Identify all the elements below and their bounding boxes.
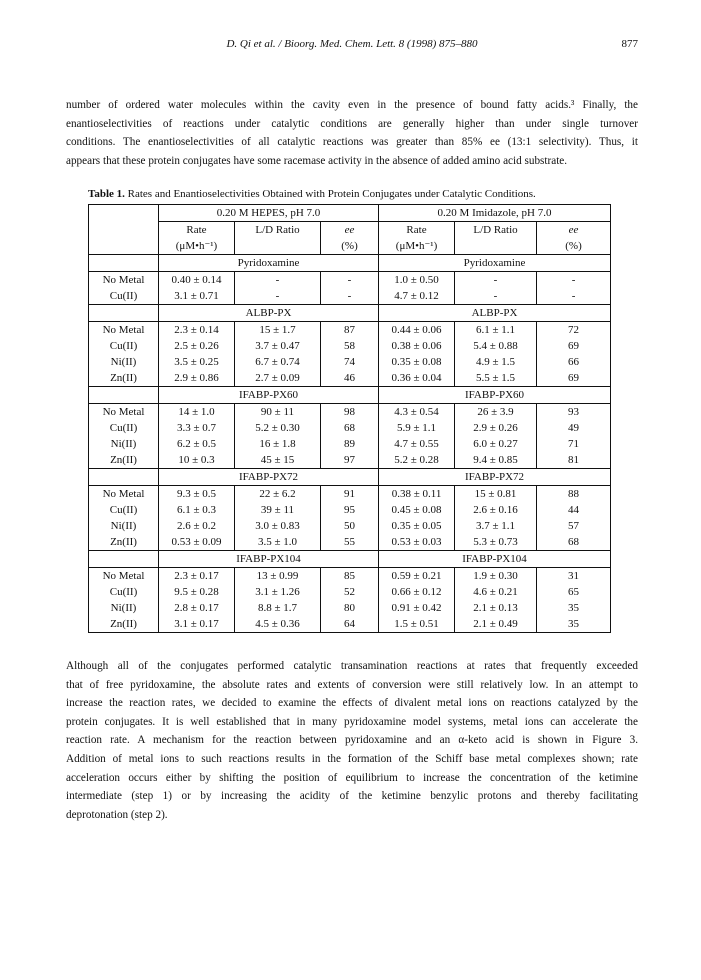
ratio-cell: - bbox=[455, 272, 537, 289]
metal-cell: No Metal bbox=[89, 568, 159, 585]
ratio-cell: 16 ± 1.8 bbox=[235, 436, 321, 452]
col-unit-rate: (μM•h⁻¹) bbox=[379, 238, 455, 255]
ratio-cell: - bbox=[235, 288, 321, 305]
ratio-cell: 15 ± 1.7 bbox=[235, 322, 321, 339]
ratio-cell: 2.6 ± 0.16 bbox=[455, 502, 537, 518]
section-header-row bbox=[89, 551, 611, 568]
ee-cell: 50 bbox=[321, 518, 379, 534]
table-row bbox=[89, 322, 611, 339]
col-unit-ratio bbox=[235, 238, 321, 255]
ratio-cell: 4.5 ± 0.36 bbox=[235, 616, 321, 633]
metal-cell: Zn(II) bbox=[89, 534, 159, 551]
ratio-cell: 5.2 ± 0.30 bbox=[235, 420, 321, 436]
text-line: conditions. The enantioselectivities of all catalytic reactions was greater than 85% ee (13:1 selectivity). Thus, it bbox=[66, 136, 638, 149]
ratio-cell: 13 ± 0.99 bbox=[235, 568, 321, 585]
ratio-cell: 3.7 ± 1.1 bbox=[455, 518, 537, 534]
ratio-cell: 6.7 ± 0.74 bbox=[235, 354, 321, 370]
rate-cell: 0.38 ± 0.06 bbox=[379, 338, 455, 354]
ratio-cell: 22 ± 6.2 bbox=[235, 486, 321, 503]
ee-cell: - bbox=[537, 272, 611, 289]
ee-cell: 97 bbox=[321, 452, 379, 469]
metal-cell: Cu(II) bbox=[89, 338, 159, 354]
rate-cell: 9.3 ± 0.5 bbox=[159, 486, 235, 503]
section-name-hepes: IFABP-PX72 bbox=[159, 469, 379, 486]
section-corner-cell bbox=[89, 551, 159, 568]
col-header-ee: ee bbox=[537, 222, 611, 239]
section-name-imidazole: Pyridoxamine bbox=[379, 255, 611, 272]
table-corner-cell bbox=[89, 205, 159, 222]
ratio-cell: - bbox=[455, 288, 537, 305]
rate-cell: 0.45 ± 0.08 bbox=[379, 502, 455, 518]
ee-cell: 81 bbox=[537, 452, 611, 469]
table-row bbox=[89, 534, 611, 551]
table-row bbox=[89, 354, 611, 370]
rate-cell: 4.7 ± 0.12 bbox=[379, 288, 455, 305]
rate-cell: 5.9 ± 1.1 bbox=[379, 420, 455, 436]
rate-cell: 0.40 ± 0.14 bbox=[159, 272, 235, 289]
rate-cell: 2.3 ± 0.14 bbox=[159, 322, 235, 339]
table-row bbox=[89, 616, 611, 633]
section-name-hepes: IFABP-PX60 bbox=[159, 387, 379, 404]
ee-cell: 89 bbox=[321, 436, 379, 452]
text-line: reaction rate. A mechanism for the reaction between pyridoxamine and an α-keto acid is shown in Figure 3. bbox=[66, 734, 638, 747]
ratio-cell: 26 ± 3.9 bbox=[455, 404, 537, 421]
section-corner-cell bbox=[89, 255, 159, 272]
rate-cell: 0.91 ± 0.42 bbox=[379, 600, 455, 616]
table-row bbox=[89, 404, 611, 421]
ratio-cell: 2.7 ± 0.09 bbox=[235, 370, 321, 387]
ratio-cell: 9.4 ± 0.85 bbox=[455, 452, 537, 469]
metal-cell: Cu(II) bbox=[89, 288, 159, 305]
section-name-imidazole: ALBP-PX bbox=[379, 305, 611, 322]
paragraph-metal-ions bbox=[66, 657, 638, 824]
metal-cell: Ni(II) bbox=[89, 600, 159, 616]
rate-cell: 6.1 ± 0.3 bbox=[159, 502, 235, 518]
text-line: that of free pyridoxamine, the absolute rates and extents of conversion were still relatively low. In an attempt to bbox=[66, 678, 638, 691]
rate-cell: 2.3 ± 0.17 bbox=[159, 568, 235, 585]
ratio-cell: 5.4 ± 0.88 bbox=[455, 338, 537, 354]
table-row bbox=[89, 600, 611, 616]
table-row bbox=[89, 502, 611, 518]
text-line: number of ordered water molecules within the cavity even in the presence of bound fatty acids.³ Finally, the bbox=[66, 99, 638, 111]
rate-cell: 3.1 ± 0.17 bbox=[159, 616, 235, 633]
col-unit-ee: (%) bbox=[321, 238, 379, 255]
ee-cell: 91 bbox=[321, 486, 379, 503]
section-name-imidazole: IFABP-PX60 bbox=[379, 387, 611, 404]
col-unit-ratio bbox=[455, 238, 537, 255]
ee-cell: 66 bbox=[537, 354, 611, 370]
rate-cell: 14 ± 1.0 bbox=[159, 404, 235, 421]
ee-cell: 87 bbox=[321, 322, 379, 339]
ratio-cell: 45 ± 15 bbox=[235, 452, 321, 469]
section-header-row bbox=[89, 255, 611, 272]
ee-cell: 65 bbox=[537, 584, 611, 600]
text-line: protein conjugates. It is well established that in many pyridoxamine model systems, metal ions can accelerate the bbox=[66, 715, 638, 728]
text-line: intermediate (step 1) or by increasing the acidity of the ketimine benzylic protons and thereby facilitating bbox=[66, 790, 638, 803]
metal-cell: Ni(II) bbox=[89, 354, 159, 370]
metal-cell: No Metal bbox=[89, 272, 159, 289]
rate-cell: 4.7 ± 0.55 bbox=[379, 436, 455, 452]
ee-cell: 44 bbox=[537, 502, 611, 518]
rate-cell: 0.35 ± 0.05 bbox=[379, 518, 455, 534]
rate-cell: 2.8 ± 0.17 bbox=[159, 600, 235, 616]
ee-cell: 35 bbox=[537, 600, 611, 616]
ratio-cell: 2.1 ± 0.49 bbox=[455, 616, 537, 633]
ratio-cell: 3.5 ± 1.0 bbox=[235, 534, 321, 551]
ratio-cell: 3.0 ± 0.83 bbox=[235, 518, 321, 534]
table-row bbox=[89, 568, 611, 585]
rate-cell: 3.1 ± 0.71 bbox=[159, 288, 235, 305]
text-line: enantioselectivities of reactions under catalytic conditions are generally higher than under single turnover bbox=[66, 117, 638, 130]
running-header bbox=[66, 38, 638, 54]
col-header-rate: Rate bbox=[159, 222, 235, 239]
ee-cell: 68 bbox=[321, 420, 379, 436]
table-row bbox=[89, 338, 611, 354]
metal-cell: Zn(II) bbox=[89, 616, 159, 633]
rate-cell: 0.35 ± 0.08 bbox=[379, 354, 455, 370]
rate-cell: 2.9 ± 0.86 bbox=[159, 370, 235, 387]
rate-cell: 0.66 ± 0.12 bbox=[379, 584, 455, 600]
ee-cell: 80 bbox=[321, 600, 379, 616]
ee-cell: 98 bbox=[321, 404, 379, 421]
ee-cell: 72 bbox=[537, 322, 611, 339]
section-name-hepes: IFABP-PX104 bbox=[159, 551, 379, 568]
rate-cell: 1.5 ± 0.51 bbox=[379, 616, 455, 633]
table-caption-label: Table 1. bbox=[88, 188, 125, 200]
ee-cell: 52 bbox=[321, 584, 379, 600]
section-header-row bbox=[89, 387, 611, 404]
ratio-cell: 6.0 ± 0.27 bbox=[455, 436, 537, 452]
ratio-cell: 4.6 ± 0.21 bbox=[455, 584, 537, 600]
ee-cell: 74 bbox=[321, 354, 379, 370]
ee-cell: - bbox=[321, 288, 379, 305]
section-corner-cell bbox=[89, 469, 159, 486]
ratio-cell: 8.8 ± 1.7 bbox=[235, 600, 321, 616]
ee-cell: 55 bbox=[321, 534, 379, 551]
ee-cell: 95 bbox=[321, 502, 379, 518]
ratio-cell: 39 ± 11 bbox=[235, 502, 321, 518]
metal-cell: Zn(II) bbox=[89, 452, 159, 469]
section-name-hepes: ALBP-PX bbox=[159, 305, 379, 322]
table-row bbox=[89, 272, 611, 289]
text-line: Addition of metal ions to such reactions results in the formation of the Schiff base metal complexes shown; rate bbox=[66, 752, 638, 765]
col-unit-rate: (μM•h⁻¹) bbox=[159, 238, 235, 255]
ratio-cell: - bbox=[235, 272, 321, 289]
metal-cell: Ni(II) bbox=[89, 518, 159, 534]
rate-cell: 2.6 ± 0.2 bbox=[159, 518, 235, 534]
table-corner-cell bbox=[89, 238, 159, 255]
col-header-ee: ee bbox=[321, 222, 379, 239]
running-title: D. Qi et al. / Bioorg. Med. Chem. Lett. 8 (1998) 875–880 bbox=[226, 38, 478, 50]
rate-cell: 3.3 ± 0.7 bbox=[159, 420, 235, 436]
table-caption-text: Rates and Enantioselectivities Obtained with Protein Conjugates under Catalytic Conditions. bbox=[124, 188, 536, 200]
col-header-rate: Rate bbox=[379, 222, 455, 239]
ee-cell: 46 bbox=[321, 370, 379, 387]
group-header-imidazole: 0.20 M Imidazole, pH 7.0 bbox=[379, 205, 611, 222]
table-caption bbox=[88, 188, 536, 200]
ee-cell: 57 bbox=[537, 518, 611, 534]
rate-cell: 0.59 ± 0.21 bbox=[379, 568, 455, 585]
text-line: Although all of the conjugates performed catalytic transamination reactions at rates that frequently exceeded bbox=[66, 660, 638, 672]
rate-cell: 4.3 ± 0.54 bbox=[379, 404, 455, 421]
col-header-ratio: L/D Ratio bbox=[455, 222, 537, 239]
metal-cell: No Metal bbox=[89, 404, 159, 421]
section-corner-cell bbox=[89, 305, 159, 322]
ee-cell: 69 bbox=[537, 338, 611, 354]
rate-cell: 0.38 ± 0.11 bbox=[379, 486, 455, 503]
col-header-ratio: L/D Ratio bbox=[235, 222, 321, 239]
table-corner-cell bbox=[89, 222, 159, 239]
metal-cell: Zn(II) bbox=[89, 370, 159, 387]
ee-cell: 64 bbox=[321, 616, 379, 633]
section-corner-cell bbox=[89, 387, 159, 404]
metal-cell: Ni(II) bbox=[89, 436, 159, 452]
rate-cell: 5.2 ± 0.28 bbox=[379, 452, 455, 469]
rate-cell: 10 ± 0.3 bbox=[159, 452, 235, 469]
metal-cell: Cu(II) bbox=[89, 420, 159, 436]
table-row bbox=[89, 486, 611, 503]
table-row bbox=[89, 452, 611, 469]
ee-cell: 58 bbox=[321, 338, 379, 354]
page-number: 877 bbox=[621, 38, 638, 50]
text-line: deprotonation (step 2). bbox=[66, 808, 168, 821]
ee-cell: 69 bbox=[537, 370, 611, 387]
metal-cell: Cu(II) bbox=[89, 502, 159, 518]
ratio-cell: 2.1 ± 0.13 bbox=[455, 600, 537, 616]
rate-cell: 0.53 ± 0.03 bbox=[379, 534, 455, 551]
ratio-cell: 90 ± 11 bbox=[235, 404, 321, 421]
ee-cell: 31 bbox=[537, 568, 611, 585]
ratio-cell: 6.1 ± 1.1 bbox=[455, 322, 537, 339]
section-header-row bbox=[89, 305, 611, 322]
table-row bbox=[89, 420, 611, 436]
ratio-cell: 4.9 ± 1.5 bbox=[455, 354, 537, 370]
rate-cell: 1.0 ± 0.50 bbox=[379, 272, 455, 289]
ee-cell: - bbox=[537, 288, 611, 305]
rate-cell: 3.5 ± 0.25 bbox=[159, 354, 235, 370]
table-row bbox=[89, 370, 611, 387]
ratio-cell: 15 ± 0.81 bbox=[455, 486, 537, 503]
metal-cell: Cu(II) bbox=[89, 584, 159, 600]
ee-cell: 93 bbox=[537, 404, 611, 421]
text-line: acceleration occurs either by shifting the position of equilibrium to increase the concentration of the ketimine bbox=[66, 771, 638, 784]
metal-cell: No Metal bbox=[89, 486, 159, 503]
rate-cell: 6.2 ± 0.5 bbox=[159, 436, 235, 452]
results-table bbox=[88, 204, 611, 633]
ee-cell: 49 bbox=[537, 420, 611, 436]
section-name-imidazole: IFABP-PX72 bbox=[379, 469, 611, 486]
metal-cell: No Metal bbox=[89, 322, 159, 339]
table-row bbox=[89, 518, 611, 534]
ratio-cell: 2.9 ± 0.26 bbox=[455, 420, 537, 436]
table-row bbox=[89, 436, 611, 452]
paragraph-intro bbox=[66, 96, 638, 170]
ee-cell: 85 bbox=[321, 568, 379, 585]
table-row bbox=[89, 584, 611, 600]
ee-cell: - bbox=[321, 272, 379, 289]
ee-cell: 71 bbox=[537, 436, 611, 452]
section-name-hepes: Pyridoxamine bbox=[159, 255, 379, 272]
table-row bbox=[89, 288, 611, 305]
section-header-row bbox=[89, 469, 611, 486]
ee-cell: 68 bbox=[537, 534, 611, 551]
ratio-cell: 1.9 ± 0.30 bbox=[455, 568, 537, 585]
rate-cell: 0.44 ± 0.06 bbox=[379, 322, 455, 339]
ratio-cell: 3.1 ± 1.26 bbox=[235, 584, 321, 600]
ee-cell: 35 bbox=[537, 616, 611, 633]
ee-cell: 88 bbox=[537, 486, 611, 503]
rate-cell: 9.5 ± 0.28 bbox=[159, 584, 235, 600]
col-unit-ee: (%) bbox=[537, 238, 611, 255]
section-name-imidazole: IFABP-PX104 bbox=[379, 551, 611, 568]
ratio-cell: 3.7 ± 0.47 bbox=[235, 338, 321, 354]
rate-cell: 0.36 ± 0.04 bbox=[379, 370, 455, 387]
rate-cell: 2.5 ± 0.26 bbox=[159, 338, 235, 354]
ratio-cell: 5.5 ± 1.5 bbox=[455, 370, 537, 387]
text-line: appears that these protein conjugates have some racemase activity in the absence of added amino acid substrate. bbox=[66, 154, 568, 167]
group-header-hepes: 0.20 M HEPES, pH 7.0 bbox=[159, 205, 379, 222]
rate-cell: 0.53 ± 0.09 bbox=[159, 534, 235, 551]
text-line: increase the reaction rates, we decided to examine the effects of divalent metal ions on reactions catalyzed by the bbox=[66, 697, 638, 710]
ratio-cell: 5.3 ± 0.73 bbox=[455, 534, 537, 551]
